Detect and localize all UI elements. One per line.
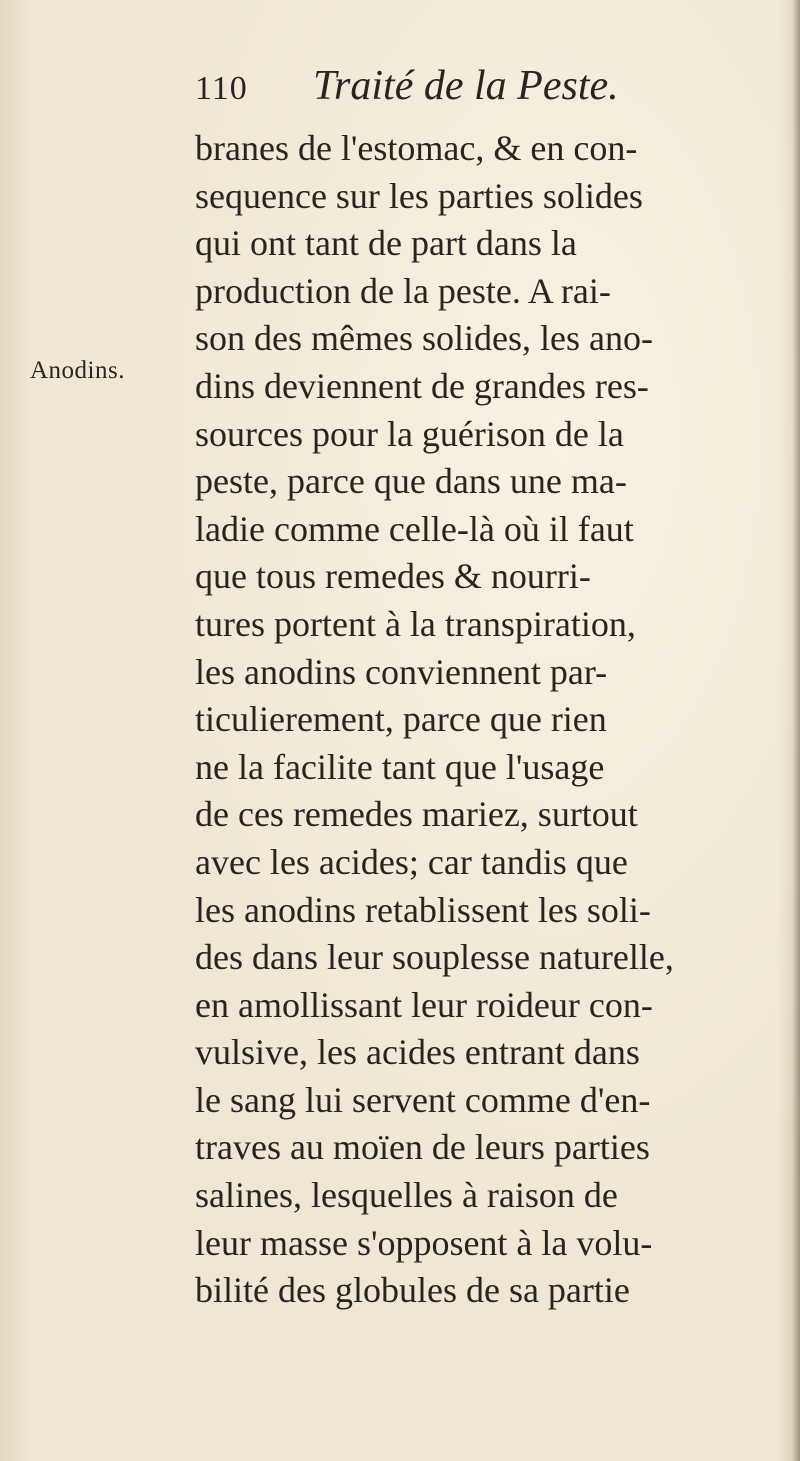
text-line: en amollissant leur roideur con- <box>195 984 653 1025</box>
text-line: peste, parce que dans une ma- <box>195 461 627 502</box>
text-line: vulsive, les acides entrant dans <box>195 1032 640 1073</box>
text-line: ladie comme celle-là où il faut <box>195 508 634 549</box>
page-header <box>195 62 755 122</box>
text-line: leur masse s'opposent à la volu- <box>195 1222 653 1263</box>
text-line: sequence sur les parties solides <box>195 175 643 216</box>
page-edge-shadow <box>792 0 800 1461</box>
text-line: avec les acides; car tandis que <box>195 841 628 882</box>
margin-note: Anodins. <box>30 357 125 384</box>
text-line: son des mêmes solides, les ano- <box>195 318 653 359</box>
text-line: branes de l'estomac, & en con- <box>195 128 638 168</box>
text-line: que tous remedes & nourri- <box>195 556 591 597</box>
text-line: le sang lui servent comme d'en- <box>195 1079 651 1120</box>
text-line: production de la peste. A rai- <box>195 270 611 311</box>
body-text <box>195 125 775 1315</box>
text-line: ne la facilite tant que l'usage <box>195 746 605 787</box>
running-title: Traité de la Peste. <box>313 63 619 109</box>
text-line: les anodins conviennent par- <box>195 651 608 692</box>
text-line: traves au moïen de leurs parties <box>195 1127 650 1168</box>
text-line: de ces remedes mariez, surtout <box>195 794 638 835</box>
text-line: des dans leur souplesse naturelle, <box>195 937 674 978</box>
text-line: qui ont tant de part dans la <box>195 223 577 264</box>
text-line: les anodins retablissent les soli- <box>195 889 651 930</box>
text-line: salines, lesquelles à raison de <box>195 1175 618 1216</box>
text-line: ticulierement, parce que rien <box>195 699 607 740</box>
text-line: bilité des globules de sa partie <box>195 1270 630 1311</box>
page-number: 110 <box>195 70 248 107</box>
text-line: sources pour la guérison de la <box>195 413 624 454</box>
text-line: tures portent à la transpiration, <box>195 603 636 644</box>
text-line: dins deviennent de grandes res- <box>195 365 649 406</box>
